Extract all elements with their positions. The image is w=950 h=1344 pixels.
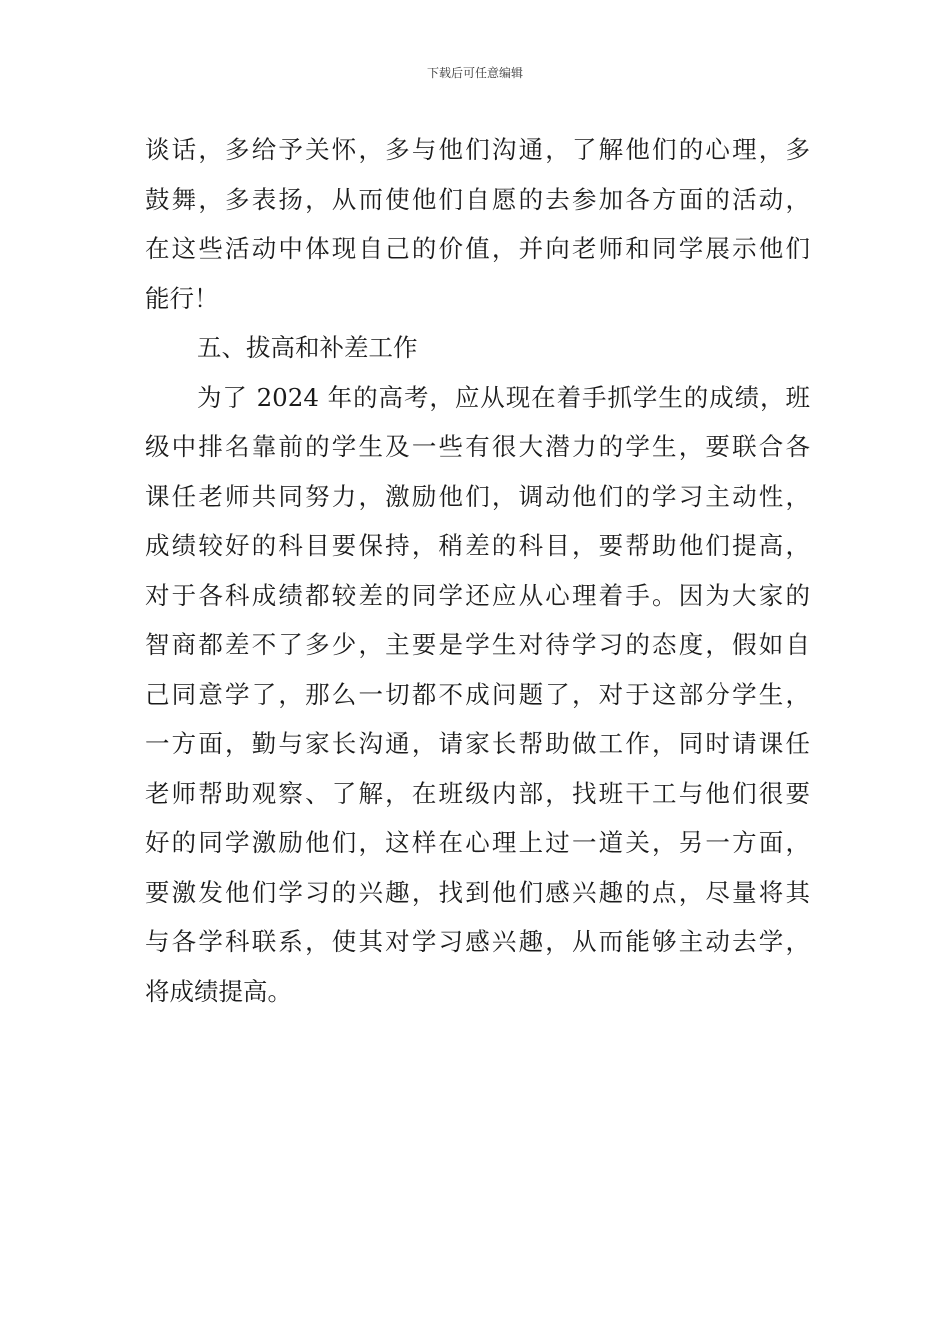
text-line: 在这些活动中体现自己的价值，并向老师和同学展示他们 (145, 234, 810, 263)
text-line: 好的同学激励他们，这样在心理上过一道关，另一方面， (145, 828, 810, 857)
text-line: 谈话，多给予关怀，多与他们沟通，了解他们的心理，多 (145, 135, 810, 164)
document-body (145, 125, 810, 1016)
text-line: 对于各科成绩都较差的同学还应从心理着手。因为大家的 (145, 580, 810, 610)
page-header: 下载后可任意编辑 (426, 66, 523, 80)
text-line: 鼓舞，多表扬，从而使他们自愿的去参加各方面的活动， (145, 184, 810, 214)
text-line: 与各学科联系，使其对学习感兴趣，从而能够主动去学， (145, 927, 810, 956)
text-line: 将成绩提高。 (145, 976, 292, 1006)
text-line: 己同意学了，那么一切都不成问题了，对于这部分学生， (145, 679, 810, 709)
text-line: 级中排名靠前的学生及一些有很大潜力的学生，要联合各 (145, 432, 810, 461)
text-line: 要激发他们学习的兴趣，找到他们感兴趣的点，尽量将其 (145, 877, 810, 907)
paragraph-first-line: 为了 2024 年的高考，应从现在着手抓学生的成绩，班 (197, 382, 810, 412)
text-line: 一方面，勤与家长沟通，请家长帮助做工作，同时请课任 (145, 729, 810, 758)
text-line: 老师帮助观察、了解，在班级内部，找班干工与他们很要 (145, 778, 810, 808)
text-line: 成绩较好的科目要保持，稍差的科目，要帮助他们提高， (145, 531, 810, 560)
text-line: 课任老师共同努力，激励他们，调动他们的学习主动性， (145, 481, 810, 511)
text-line: 智商都差不了多少，主要是学生对待学习的态度，假如自 (145, 630, 810, 659)
text-line: 能行！ (145, 283, 219, 313)
section-heading: 五、拔高和补差工作 (197, 333, 418, 362)
